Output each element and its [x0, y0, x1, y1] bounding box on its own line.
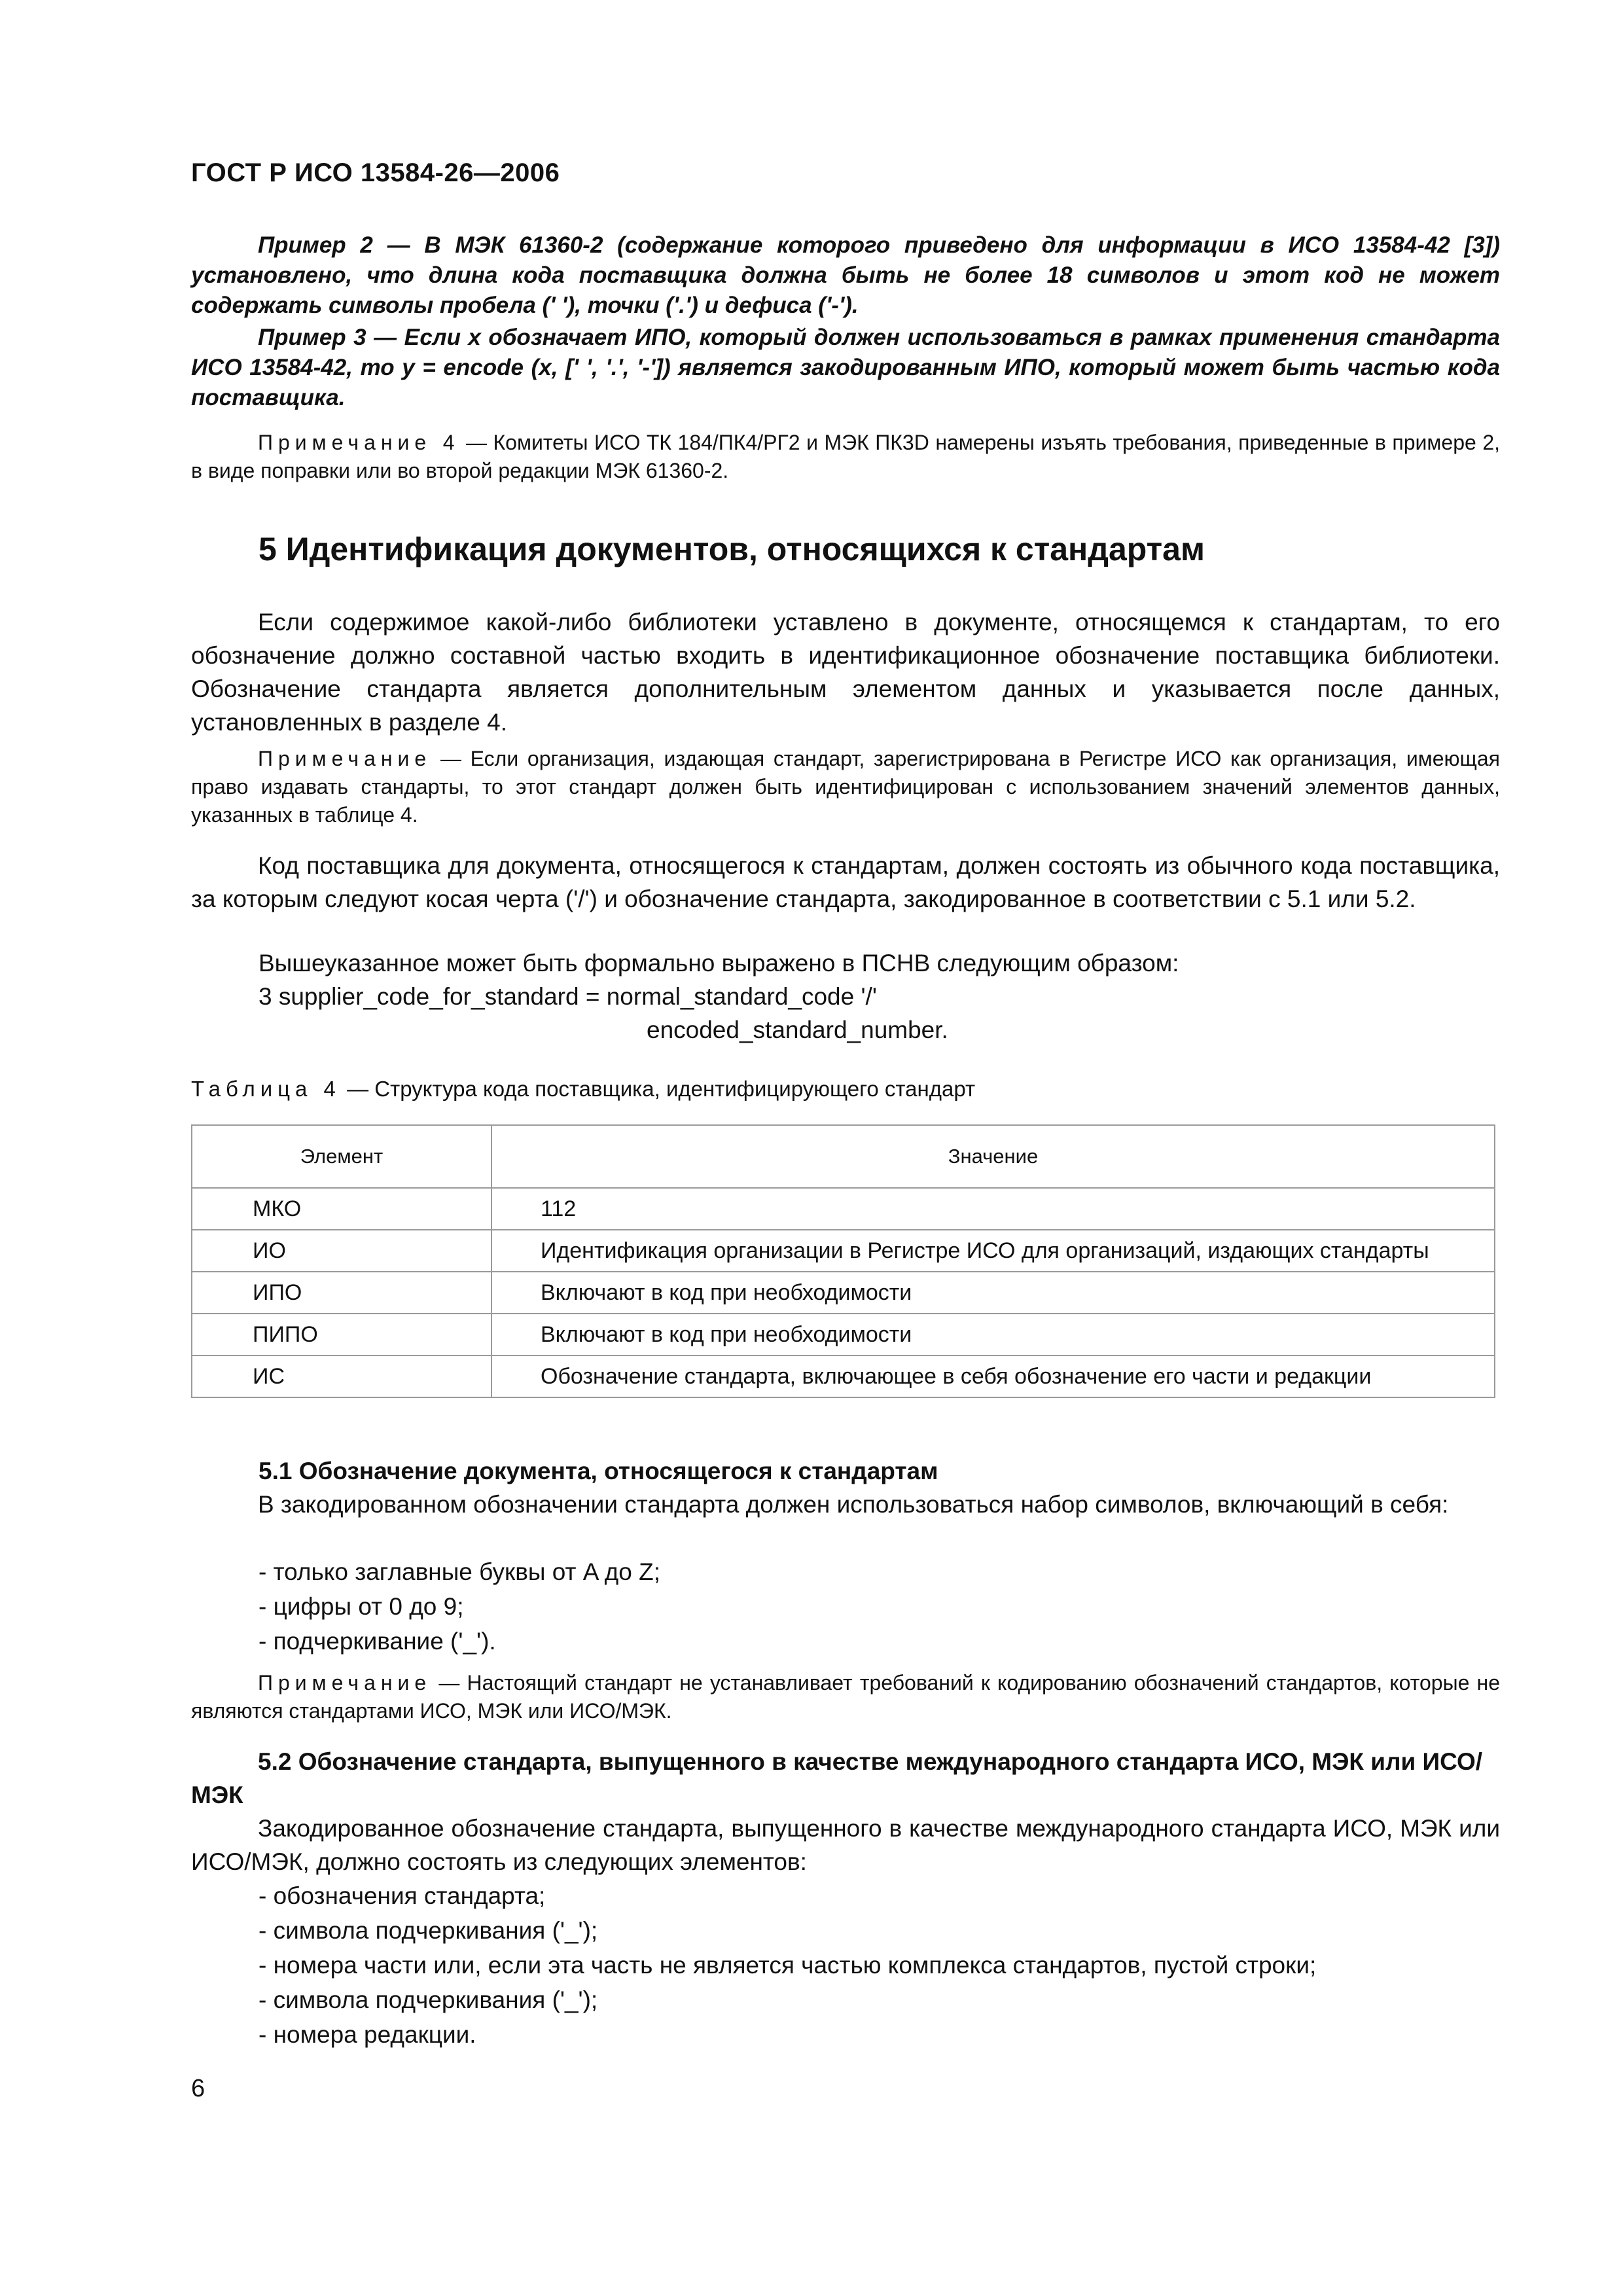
list-item: - подчеркивание ('_').	[259, 1628, 496, 1655]
table-row	[192, 1314, 1495, 1355]
section-5-note	[191, 745, 1500, 829]
section-5-1-note-label: Примечание	[258, 1671, 432, 1695]
section-5-para-2: Код поставщика для документа, относящегося к стандартам, должен состоять из обычного кода поставщика, за которым следуют косая черта ('/') и обозначение стандарта, закодированное в соответствии с 5.1 или 5.2.	[191, 852, 1500, 912]
section-5-2-intro: Закодированное обозначение стандарта, выпущенного в качестве международного стандарта ИСО, МЭК или ИСО/МЭК, должно состоять из следующих элементов:	[191, 1815, 1500, 1875]
table-row	[192, 1230, 1495, 1272]
section-5-1-heading: 5.1 Обозначение документа, относящегося к стандартам	[259, 1458, 938, 1484]
note-4	[191, 429, 1500, 485]
table-row	[192, 1188, 1495, 1230]
section-5-1-list	[259, 1554, 660, 1659]
table-row	[192, 1355, 1495, 1397]
table-4-caption-text: — Структура кода поставщика, идентифицирующего стандарт	[340, 1077, 976, 1101]
table-cell-value: Включают в код при необходимости	[491, 1272, 1495, 1314]
list-item: - номера редакции.	[259, 2021, 476, 2048]
table-4-caption	[191, 1077, 975, 1102]
table-cell-element: МКО	[192, 1188, 491, 1230]
table-cell-value: 112	[491, 1188, 1495, 1230]
section-5-heading: 5 Идентификация документов, относящихся к стандартам	[259, 531, 1205, 567]
table-header-element: Элемент	[192, 1125, 491, 1188]
section-5-2-heading: 5.2 Обозначение стандарта, выпущенного в качестве международного стандарта ИСО, МЭК или ИСО/МЭК	[191, 1748, 1483, 1808]
list-item: - обозначения стандарта;	[259, 1882, 546, 1909]
table-cell-element: ПИПО	[192, 1314, 491, 1355]
table-header-value: Значение	[491, 1125, 1495, 1188]
table-cell-element: ИС	[192, 1355, 491, 1397]
table-cell-value: Обозначение стандарта, включающее в себя обозначение его части и редакции	[491, 1355, 1495, 1397]
table-4-caption-label: Таблица 4	[191, 1077, 341, 1101]
formal-intro: Вышеуказанное может быть формально выражено в ПСНВ следующим образом:	[259, 950, 1179, 977]
table-cell-value: Включают в код при необходимости	[491, 1314, 1495, 1355]
section-5-2-list	[259, 1878, 1316, 2052]
list-item: - только заглавные буквы от A до Z;	[259, 1558, 660, 1585]
formula-line-2: encoded_standard_number.	[647, 1016, 948, 1043]
section-5-1-intro: В закодированном обозначении стандарта должен использоваться набор символов, включающий в себя:	[258, 1491, 1449, 1518]
section-5-1-note	[191, 1669, 1500, 1725]
list-item: - номера части или, если эта часть не является частью комплекса стандартов, пустой строки;	[259, 1952, 1317, 1979]
note-4-label: Примечание 4	[258, 431, 460, 454]
formula-line-1: 3 supplier_code_for_standard = normal_standard_code '/'	[259, 983, 877, 1010]
section-5-para-1: Если содержимое какой-либо библиотеки уставлено в документе, относящемся к стандартам, то его обозначение должно составной частью входить в идентификационное обозначение поставщика библиотеки. Обозначение стандарта является дополнительным элементом данных и указывается после данных, установленных в разделе 4.	[191, 609, 1500, 736]
list-item: - символа подчеркивания ('_');	[259, 1917, 598, 1944]
section-5-1-note-text: — Настоящий стандарт не устанавливает требований к кодированию обозначений стандартов, которые не являются стандартами ИСО, МЭК или ИСО/МЭК.	[191, 1671, 1500, 1723]
table-header-row	[192, 1125, 1495, 1188]
table-cell-element: ИПО	[192, 1272, 491, 1314]
list-item: - символа подчеркивания ('_');	[259, 1986, 598, 2013]
page-number: 6	[191, 2075, 205, 2102]
table-row	[192, 1272, 1495, 1314]
table-4	[191, 1124, 1495, 1398]
section-5-note-label: Примечание	[258, 747, 432, 770]
note-4-text: — Комитеты ИСО ТК 184/ПК4/РГ2 и МЭК ПК3D намерены изъять требования, приведенные в примере 2, в виде поправки или во второй редакции МЭК 61360-2.	[191, 431, 1501, 482]
example-3: Пример 3 — Если x обозначает ИПО, который должен использоваться в рамках применения стандарта ИСО 13584-42, то y = encode (x, [' ', '.', '-']) является закодированным ИПО, который может быть частью кода поставщика.	[191, 325, 1500, 410]
table-cell-value: Идентификация организации в Регистре ИСО для организаций, издающих стандарты	[491, 1230, 1495, 1272]
list-item: - цифры от 0 до 9;	[259, 1593, 464, 1620]
section-5-note-text: — Если организация, издающая стандарт, зарегистрирована в Регистре ИСО как организация, имеющая право издавать стандарты, то этот стандарт должен быть идентифицирован с использованием значений элементов данных, указанных в таблице 4.	[191, 747, 1500, 827]
table-cell-element: ИО	[192, 1230, 491, 1272]
page-header: ГОСТ Р ИСО 13584-26—2006	[191, 158, 560, 187]
example-2: Пример 2 — В МЭК 61360-2 (содержание которого приведено для информации в ИСО 13584-42 [3]) установлено, что длина кода поставщика должна быть не более 18 символов и этот код не может содержать символы пробела (' '), точки ('.') и дефиса ('-').	[191, 232, 1500, 318]
